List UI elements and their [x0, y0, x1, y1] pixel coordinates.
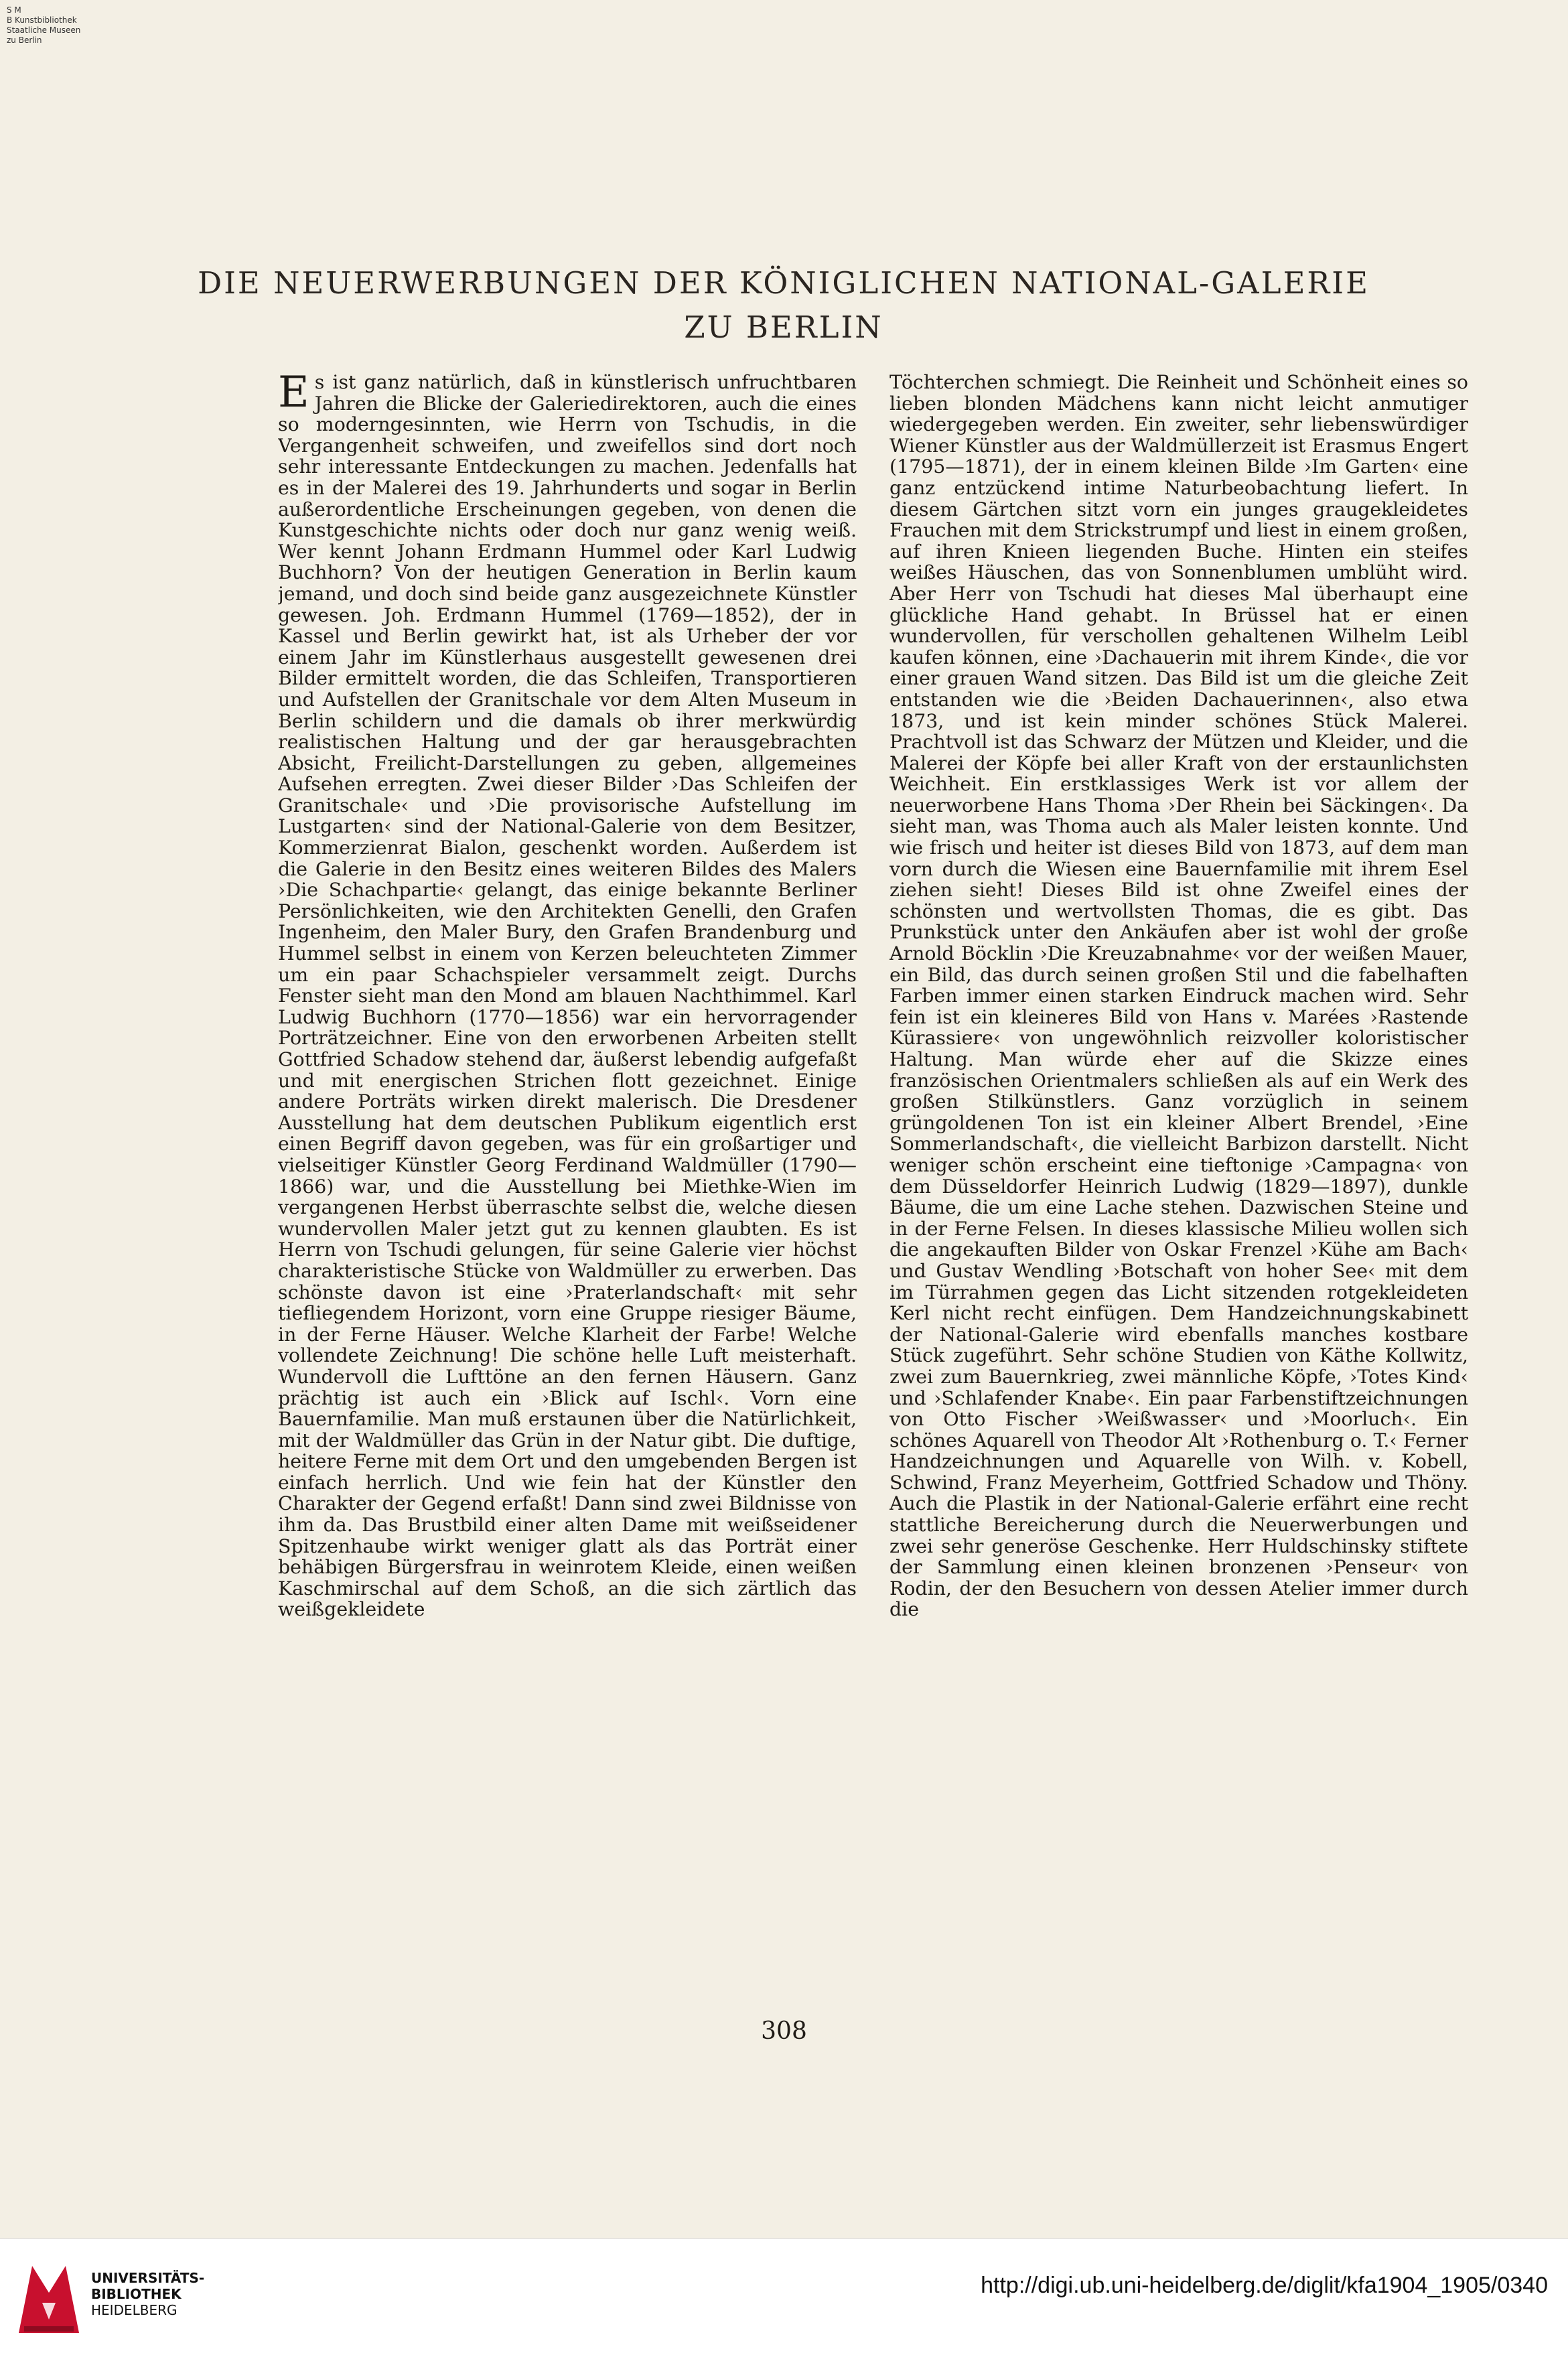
digitization-footer	[0, 2238, 1568, 2353]
article-title	[167, 261, 1400, 350]
stamp-line: Staatliche Museen	[7, 25, 81, 35]
source-url-link[interactable]: http://digi.ub.uni-heidelberg.de/diglit/kfa1904_1905/0340	[981, 2273, 1548, 2298]
page-number: 308	[761, 2017, 807, 2045]
title-line-1: DIE NEUERWERBUNGEN DER KÖNIGLICHEN NATIONAL-GALERIE	[198, 265, 1370, 301]
stamp-line: S M	[7, 5, 21, 15]
library-name-line: BIBLIOTHEK	[91, 2286, 182, 2302]
drop-cap: E	[278, 372, 309, 417]
library-name-line: HEIDELBERG	[91, 2302, 177, 2318]
text-column-right	[889, 372, 1468, 1983]
title-line-2: ZU BERLIN	[684, 309, 883, 345]
left-column-text: s ist ganz natürlich, daß in künstlerisch unfruchtbaren Jahren die Blicke der Galeriedirektoren, auch die eines so moderngesinnten, wie Herrn von Tschudis, in die Vergangenheit schweifen, und zweifellos sind dort noch sehr interessante Entdeckungen zu machen. Jedenfalls hat es in der Malerei des 19. Jahrhunderts und sogar in Berlin außerordentliche Erscheinungen gegeben, von denen die Kunstgeschichte nichts oder doch nur ganz wenig weiß. Wer kennt Johann Erdmann Hummel oder Karl Ludwig Buchhorn? Von der heutigen Generation in Berlin kaum jemand, und doch sind beide ganz ausgezeichnete Künstler gewesen. Joh. Erdmann Hummel (1769—1852), der in Kassel und Berlin gewirkt hat, ist als Urheber der vor einem Jahr im Künstlerhaus ausgestellt gewesenen drei Bilder ermittelt worden, die das Schleifen, Transportieren und Aufstellen der Granitschale vor dem Alten Museum in Berlin schildern und die damals ob ihrer merkwürdig realistischen Haltung und der gar herausgebrachten Absicht, Freilicht-Darstellungen zu geben, allgemeines Aufsehen erregten. Zwei dieser Bilder ›Das Schleifen der Granitschale‹ und ›Die provisorische Aufstellung im Lustgarten‹ sind der National-Galerie von dem Besitzer, Kommerzienrat Bialon, geschenkt worden. Außerdem ist die Galerie in den Besitz eines weiteren Bildes des Malers ›Die Schachpartie‹ gelangt, das einige bekannte Berliner Persönlichkeiten, wie den Architekten Genelli, den Grafen Ingenheim, den Maler Bury, den Grafen Brandenburg und Hummel selbst in einem von Kerzen beleuchteten Zimmer um ein paar Schachspieler versammelt zeigt. Durchs Fenster sieht man den Mond am blauen Nachthimmel. Karl Ludwig Buchhorn (1770—1856) war ein hervorragender Porträtzeichner. Eine von den erworbenen Arbeiten stellt Gottfried Schadow stehend dar, äußerst lebendig aufgefaßt und mit energischen Strichen flott gezeichnet. Einige andere Porträts wirken direkt malerisch. Die Dresdener Ausstellung hat dem deutschen Publikum eigentlich erst einen Begriff davon gegeben, was für ein großartiger und vielseitiger Künstler Georg Ferdinand Waldmüller (1790—1866) war, und die Ausstellung bei Miethke-Wien im vergangenen Herbst überraschte selbst die, welche diesen wundervollen Maler jetzt gut zu kennen glaubten. Es ist Herrn von Tschudi gelungen, für seine Galerie vier höchst charakteristische Stücke von Waldmüller zu erwerben. Das schönste davon ist eine ›Praterlandschaft‹ mit sehr tiefliegendem Horizont, vorn eine Gruppe riesiger Bäume, in der Ferne Häuser. Welche Klarheit der Farbe! Welche vollendete Zeichnung! Die schöne helle Luft meisterhaft. Wundervoll die Lufttöne an den fernen Häusern. Ganz prächtig ist auch ein ›Blick auf Ischl‹. Vorn eine Bauernfamilie. Man muß erstaunen über die Natürlichkeit, mit der Waldmüller das Grün in der Natur gibt. Die duftige, heitere Ferne mit dem Ort und den umgebenden Bergen ist einfach herrlich. Und wie fein hat der Künstler den Charakter der Gegend erfaßt! Dann sind zwei Bildnisse von ihm da. Das Brustbild einer alten Dame mit weißseidener Spitzenhaube wirkt weniger glatt als das Porträt einer behäbigen Bürgersfrau in weinrotem Kleide, einen weißen Kaschmirschal auf dem Schoß, an die sich zärtlich das weißgekleidete	[278, 372, 857, 1621]
ub-heidelberg-logo-icon	[12, 2253, 86, 2340]
library-name	[91, 2270, 204, 2318]
library-stamp	[7, 5, 80, 46]
right-column-text: Töchterchen schmiegt. Die Reinheit und Schönheit eines so lieben blonden Mädchens kann nicht leicht anmutiger wiedergegeben werden. Ein zweiter, sehr liebenswürdiger Wiener Künstler aus der Waldmüllerzeit ist Erasmus Engert (1795—1871), der in einem kleinen Bilde ›Im Garten‹ eine ganz entzückend intime Naturbeobachtung liefert. In diesem Gärtchen sitzt vorn ein junges graugekleidetes Frauchen mit dem Strickstrumpf und liest in einem großen, auf ihren Knieen liegenden Buche. Hinten ein steifes weißes Häuschen, das von Sonnenblumen umblüht wird. Aber Herr von Tschudi hat dieses Mal überhaupt eine glückliche Hand gehabt. In Brüssel hat er einen wundervollen, für verschollen gehaltenen Wilhelm Leibl kaufen können, eine ›Dachauerin mit ihrem Kinde‹, die vor einer grauen Wand sitzen. Das Bild ist um die gleiche Zeit entstanden wie die ›Beiden Dachauerinnen‹, also etwa 1873, und ist kein minder schönes Stück Malerei. Prachtvoll ist das Schwarz der Mützen und Kleider, und die Malerei der Köpfe bei aller Kraft von der erstaunlichsten Weichheit. Ein erstklassiges Werk ist vor allem der neuerworbene Hans Thoma ›Der Rhein bei Säckingen‹. Da sieht man, was Thoma auch als Maler leisten konnte. Und wie frisch und heiter ist dieses Bild von 1873, auf dem man vorn durch die Wiesen eine Bauernfamilie mit ihrem Esel ziehen sieht! Dieses Bild ist ohne Zweifel eines der schönsten und wertvollsten Thomas, die es gibt. Das Prunkstück unter den Ankäufen aber ist wohl der große Arnold Böcklin ›Die Kreuzabnahme‹ vor der weißen Mauer, ein Bild, das durch seinen großen Stil und die fabelhaften Farben immer einen starken Eindruck machen wird. Sehr fein ist ein kleineres Bild von Hans v. Marées ›Rastende Kürassiere‹ von ungewöhnlich reizvoller koloristischer Haltung. Man würde eher auf die Skizze eines französischen Orientmalers schließen als auf ein Werk des großen Stilkünstlers. Ganz vorzüglich in seinem grüngoldenen Ton ist ein kleiner Albert Brendel, ›Eine Sommerlandschaft‹, die vielleicht Barbizon darstellt. Nicht weniger schön erscheint eine tieftonige ›Campagna‹ von dem Düsseldorfer Heinrich Ludwig (1829—1897), dunkle Bäume, die um eine Lache stehen. Dazwischen Steine und in der Ferne Felsen. In dieses klassische Milieu wollen sich die angekauften Bilder von Oskar Frenzel ›Kühe am Bach‹ und Gustav Wendling ›Botschaft von hoher See‹ mit dem im Türrahmen gegen das Licht sitzenden rotgekleideten Kerl nicht recht einfügen. Dem Handzeichnungskabinett der National-Galerie wird ebenfalls manches kostbare Stück zugeführt. Sehr schöne Studien von Käthe Kollwitz, zwei zum Bauernkrieg, zwei männliche Köpfe, ›Totes Kind‹ und ›Schlafender Knabe‹. Ein paar Farbenstiftzeichnungen von Otto Fischer ›Weißwasser‹ und ›Moorluch‹. Ein schönes Aquarell von Theodor Alt ›Rothenburg o. T.‹ Ferner Handzeichnungen und Aquarelle von Wilh. v. Kobell, Schwind, Franz Meyerheim, Gottfried Schadow und Thöny. Auch die Plastik in der National-Galerie erfährt eine recht stattliche Bereicherung durch die Neuerwerbungen und zwei sehr generöse Geschenke. Herr Huldschinsky stiftete der Sammlung einen kleinen bronzenen ›Penseur‹ von Rodin, der den Besuchern von dessen Atelier immer durch die	[889, 372, 1468, 1621]
stamp-line: zu Berlin	[7, 35, 42, 45]
text-column-left	[278, 372, 857, 1983]
stamp-line: B Kunstbibliothek	[7, 15, 77, 25]
library-name-line: UNIVERSITÄTS-	[91, 2270, 205, 2286]
